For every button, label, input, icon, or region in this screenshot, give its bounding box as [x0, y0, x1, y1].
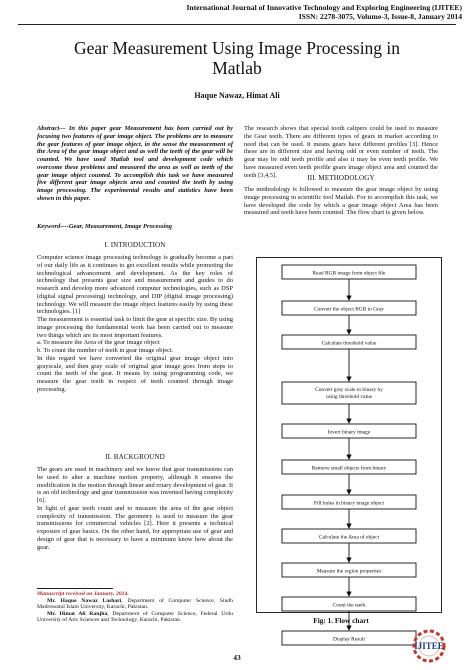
background-paragraph: In light of gear teeth count and to measure the area of the gear object complexity of transmission. The geometry is used to measure the gear transmissions for commercial vehicles [2]. Here it presents a technical exposure of gear basics. On the other hand, for appropriate use of gear and design of gear that is necessary to have a minimum know how about the gear.: [37, 504, 233, 551]
author-2-footnote: [37, 611, 233, 624]
intro-paragraph: Computer science image processing technology is gradually become a part of our daily life as it continues to get excellent results while promoting the technological advancement and development. As the key roles of technology that presents gear size and measurement and guides to do research and develop more advanced computer technologies, such as DSP (digital signal processing) technology, and DIP (digital image processing) technology. We will measure the image object features easily by using these technologies. [1]: [37, 254, 233, 316]
author-1-affiliation: , Department of Computer Science, Sindh Madressatul Islam University, Karachi, Pakistan.: [37, 597, 233, 610]
flow-step: [282, 382, 416, 404]
flow-step: [282, 631, 416, 645]
figure-caption: Fig: 1. Flow chart: [313, 616, 369, 625]
flow-step-label: Calculate threshold value: [321, 340, 377, 347]
flow-step-label: Remove small objects from binary: [311, 465, 387, 472]
flow-step-box: [282, 382, 416, 404]
paper-title-line-1: Gear Measurement Using Image Processing in: [73, 38, 401, 58]
abstract-text: — In this paper gear Measurement has been carried out by focusing two features of gear image object. The problems are to measure the gear features of gear image object, in the sense the measurement of the Area of the gear image object and as well the teeth of the gear will be counted. We have used Matlab tool and development code which overcome these problems and measured the area as well as teeth of the gear image object counted. To accomplish this task we have measured five different gear image objects area and counted the teeth by using image processing. The experimental results and statistics have been shown in this paper.: [37, 125, 233, 202]
manuscript-footnote: [37, 591, 233, 624]
flow-step: [282, 597, 416, 611]
abstract-lead: Abstract: [37, 125, 60, 132]
manuscript-received: Manuscript received on January, 2014.: [37, 591, 129, 597]
flow-step: [282, 460, 416, 474]
paper-title: [30, 38, 444, 78]
journal-header: [22, 3, 462, 22]
flow-step: [282, 424, 416, 438]
flow-step-label: Invert binary image: [327, 429, 371, 436]
introduction-body: [37, 254, 233, 394]
flow-step-label: Convert gray scale to binary by using threshold value: [315, 387, 383, 400]
keywords: Keyword----Gear, Measurement, Image Processing: [37, 223, 172, 230]
background-body: [37, 466, 233, 551]
flow-step-label: Fill holes in binary image object: [314, 500, 384, 507]
right-column-intro: The research shows that special tooth calipers could be used to measure the Gear teeth. There are different types of gears in market according to need that can be used. It means gears have different profiles [3]. Hence these are in different size and having odd or even number of teeth. The gear may be odd teeth profile and also it may be even teeth profile. We have measured even teeth profile gears image object area and counted the teeth [3,4,5].: [244, 125, 438, 179]
flow-step-label: Count the teeth: [332, 602, 366, 609]
paper-authors: Haque Nawaz, Himat Ali: [194, 91, 280, 100]
flow-step-label: Read RGB image from object file: [312, 270, 386, 277]
flow-step-label: Convert the object RGB to Gray: [314, 306, 384, 313]
flow-step: [282, 335, 416, 349]
methodology-body: The methodology is followed to measure the gear image object by using image processing in scientific tool Matlab. For to accomplish this task, we have developed the code by which a gear image object Area has been measured and teeth have been counted. The flow chart is given below.: [244, 186, 438, 217]
intro-list-item: b. To count the number of teeth in gear image object.: [37, 347, 174, 354]
author-2-affiliation: , Department of Computer Science, Federal Urdu University of Arts Sciences and Technology, Karachi, Pakistan.: [37, 610, 233, 623]
logo-text: IJITEE: [414, 641, 444, 651]
flow-step: [282, 529, 416, 543]
section-heading-background: II. BACKGROUND: [105, 453, 165, 461]
section-heading-introduction: I. INTRODUCTION: [104, 241, 166, 249]
author-1-footnote: [37, 598, 233, 611]
author-2-name: Mr. Himat Ali Ranjha: [47, 610, 108, 617]
flow-step-label: Calculate the Area of object: [318, 534, 380, 541]
abstract: [37, 125, 233, 203]
flow-step-label: Display Result: [333, 636, 365, 643]
background-paragraph: The gears are used in machinery and we know that gear transmissions can be used to alter a machine motion property, although it ensures the modification in the motion through linear and rotary development of gear. It is an old technology and gear transmission was invented having complexity [6].: [37, 466, 233, 504]
paper-title-line-2: Matlab: [212, 58, 262, 78]
section-heading-methodology: III. METHODOLOGY: [307, 174, 375, 182]
flow-step: [282, 265, 416, 279]
author-1-name: Mr. Haque Nawaz Lashari: [47, 597, 122, 604]
intro-paragraph: In this regard we have converted the original gear image object into grayscale, and then gray scale of original gear image goes from steps to count the teeth of the gear. It means by using programming code, we measure the gear teeth in respect of teeth counted through image processing.: [37, 354, 233, 393]
page-number: 43: [233, 653, 241, 662]
ijitee-logo: [398, 626, 460, 666]
flow-step-label: Measure the region properties: [316, 568, 382, 575]
header-rule: [18, 24, 456, 25]
flow-step: [282, 301, 416, 315]
flow-step: [282, 563, 416, 577]
intro-paragraph: The measurement is essential task to limit the gear at specific size. By using image processing the fundamental work has been carried out to measure two things which are its most important features.: [37, 316, 233, 339]
footnote-rule: [37, 588, 113, 589]
journal-issn: ISSN: 2278-3075, Volume-3, Issue-8, January 2014: [298, 12, 462, 22]
intro-list-item: a. To measure the Area of the gear image object: [37, 339, 160, 347]
journal-name: International Journal of Innovative Technology and Exploring Engineering (IJITEE): [186, 3, 462, 12]
flow-step: [282, 495, 416, 509]
